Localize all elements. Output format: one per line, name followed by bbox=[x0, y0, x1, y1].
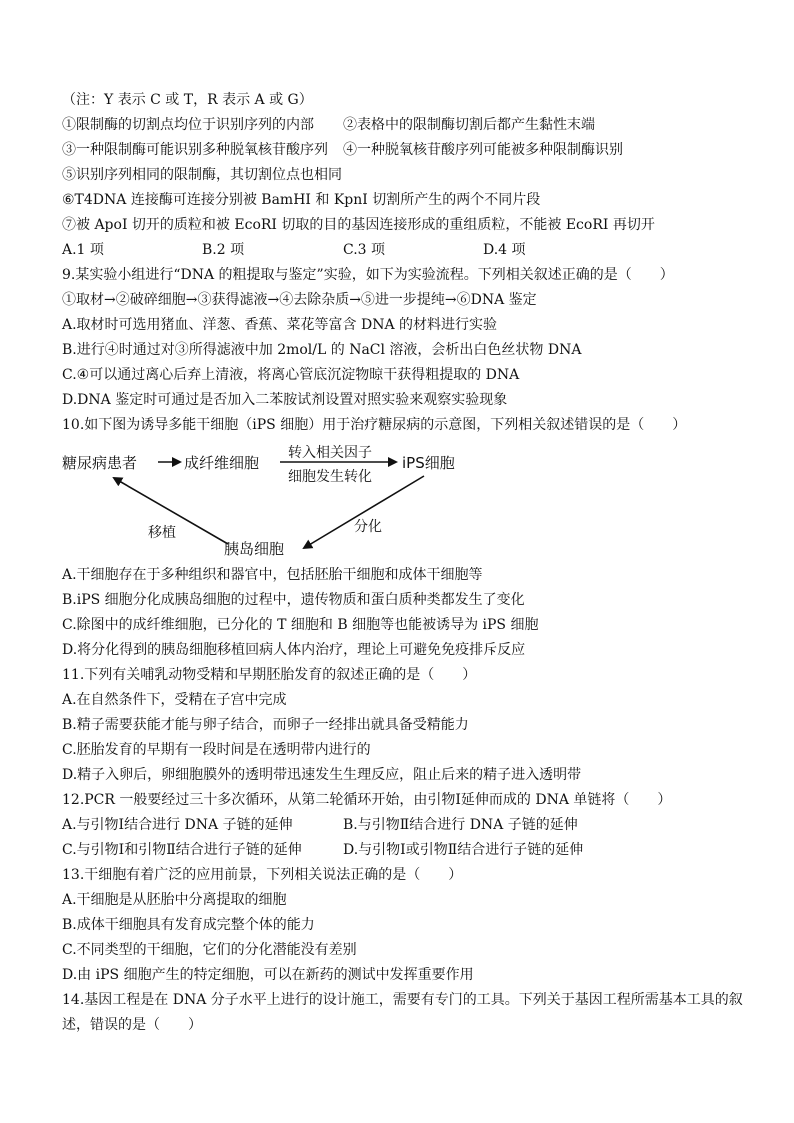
label-differentiate: 分化 bbox=[354, 519, 382, 535]
label-transform: 细胞发生转化 bbox=[288, 469, 372, 485]
question-12: 12.PCR 一般要经过三十多次循环，从第二轮循环开始，由引物Ⅰ延伸而成的 DNA 单链将（ ） bbox=[62, 792, 672, 808]
q8-option-d: D.4 项 bbox=[483, 242, 526, 258]
label-patient: 糖尿病患者 bbox=[62, 454, 138, 472]
q8-option-b: B.2 项 bbox=[202, 242, 245, 258]
label-ips: iPS细胞 bbox=[402, 454, 455, 472]
q8-option-c: C.3 项 bbox=[343, 242, 386, 258]
q12-option-c: C.与引物Ⅰ和引物Ⅱ结合进行子链的延伸 bbox=[62, 842, 302, 858]
q9-option-b: B.进行④时通过对③所得滤液中加 2mol/L 的 NaCl 溶液，会析出白色丝状物 DNA bbox=[62, 342, 582, 358]
statement-7: ⑦被 ApoI 切开的质粒和被 EcoRI 切取的目的基因连接形成的重组质粒，不能被 EcoRI 再切开 bbox=[62, 217, 655, 233]
label-fibroblast: 成纤维细胞 bbox=[184, 454, 260, 472]
label-factor: 转入相关因子 bbox=[288, 445, 372, 461]
q9-option-c: C.④可以通过离心后弃上清液，将离心管底沉淀物晾干获得粗提取的 DNA bbox=[62, 367, 520, 383]
q11-option-a: A.在自然条件下，受精在子宫中完成 bbox=[62, 692, 287, 708]
question-10: 10.如下图为诱导多能干细胞（iPS 细胞）用于治疗糖尿病的示意图，下列相关叙述错误的是（ ） bbox=[62, 417, 687, 433]
note-line: （注：Y 表示 C 或 T，R 表示 A 或 G） bbox=[62, 92, 313, 108]
q9-option-d: D.DNA 鉴定时可通过是否加入二苯胺试剂设置对照实验来观察实验现象 bbox=[62, 392, 508, 408]
q10-option-d: D.将分化得到的胰岛细胞移植回病人体内治疗，理论上可避免免疫排斥反应 bbox=[62, 642, 526, 658]
statement-5: ⑤识别序列相同的限制酶，其切割位点也相同 bbox=[62, 167, 342, 183]
q12-option-d: D.与引物Ⅰ或引物Ⅱ结合进行子链的延伸 bbox=[343, 842, 584, 858]
question-14-cont: 述，错误的是（ ） bbox=[62, 1017, 202, 1033]
q13-option-b: B.成体干细胞具有发育成完整个体的能力 bbox=[62, 917, 315, 933]
question-13: 13.干细胞有着广泛的应用前景，下列相关说法正确的是（ ） bbox=[62, 867, 463, 883]
q10-option-a: A.干细胞存在于多种组织和器官中，包括胚胎干细胞和成体干细胞等 bbox=[62, 567, 483, 583]
question-11: 11.下列有关哺乳动物受精和早期胚胎发育的叙述正确的是（ ） bbox=[62, 667, 477, 683]
ips-diagram bbox=[62, 440, 492, 560]
label-transplant: 移植 bbox=[148, 525, 176, 541]
q13-option-d: D.由 iPS 细胞产生的特定细胞，可以在新药的测试中发挥重要作用 bbox=[62, 967, 474, 983]
label-islet: 胰岛细胞 bbox=[224, 540, 285, 558]
question-9: 9.某实验小组进行“DNA 的粗提取与鉴定”实验，如下为实验流程。下列相关叙述正确的是（ ） bbox=[62, 267, 674, 283]
q8-option-a: A.1 项 bbox=[62, 242, 104, 258]
q10-option-b: B.iPS 细胞分化成胰岛细胞的过程中，遗传物质和蛋白质种类都发生了变化 bbox=[62, 592, 525, 608]
statement-6: ⑥T4DNA 连接酶可连接分别被 BamHI 和 KpnI 切割所产生的两个不同片段 bbox=[62, 192, 541, 208]
q11-option-c: C.胚胎发育的早期有一段时间是在透明带内进行的 bbox=[62, 742, 371, 758]
q9-option-a: A.取材时可选用猪血、洋葱、香蕉、菜花等富含 DNA 的材料进行实验 bbox=[62, 317, 498, 333]
q10-option-c: C.除图中的成纤维细胞，已分化的 T 细胞和 B 细胞等也能被诱导为 iPS 细胞 bbox=[62, 617, 539, 633]
statement-1: ①限制酶的切割点均位于识别序列的内部 bbox=[62, 117, 314, 133]
statement-3: ③一种限制酶可能识别多种脱氧核苷酸序列 bbox=[62, 142, 328, 158]
q12-option-a: A.与引物Ⅰ结合进行 DNA 子链的延伸 bbox=[62, 817, 293, 833]
q12-option-b: B.与引物Ⅱ结合进行 DNA 子链的延伸 bbox=[343, 817, 578, 833]
q11-option-d: D.精子入卵后，卵细胞膜外的透明带迅速发生生理反应，阻止后来的精子进入透明带 bbox=[62, 767, 582, 783]
statement-4: ④一种脱氧核苷酸序列可能被多种限制酶识别 bbox=[343, 142, 623, 158]
statement-2: ②表格中的限制酶切割后都产生黏性末端 bbox=[343, 117, 595, 133]
q13-option-a: A.干细胞是从胚胎中分离提取的细胞 bbox=[62, 892, 287, 908]
q13-option-c: C.不同类型的干细胞，它们的分化潜能没有差别 bbox=[62, 942, 357, 958]
arrow-ips-to-islet bbox=[304, 476, 424, 548]
q9-flow: ①取材→②破碎细胞→③获得滤液→④去除杂质→⑤进一步提纯→⑥DNA 鉴定 bbox=[62, 292, 537, 308]
question-14: 14.基因工程是在 DNA 分子水平上进行的设计施工，需要有专门的工具。下列关于基因工程所需基本工具的叙 bbox=[62, 992, 743, 1008]
q11-option-b: B.精子需要获能才能与卵子结合，而卵子一经排出就具备受精能力 bbox=[62, 717, 469, 733]
